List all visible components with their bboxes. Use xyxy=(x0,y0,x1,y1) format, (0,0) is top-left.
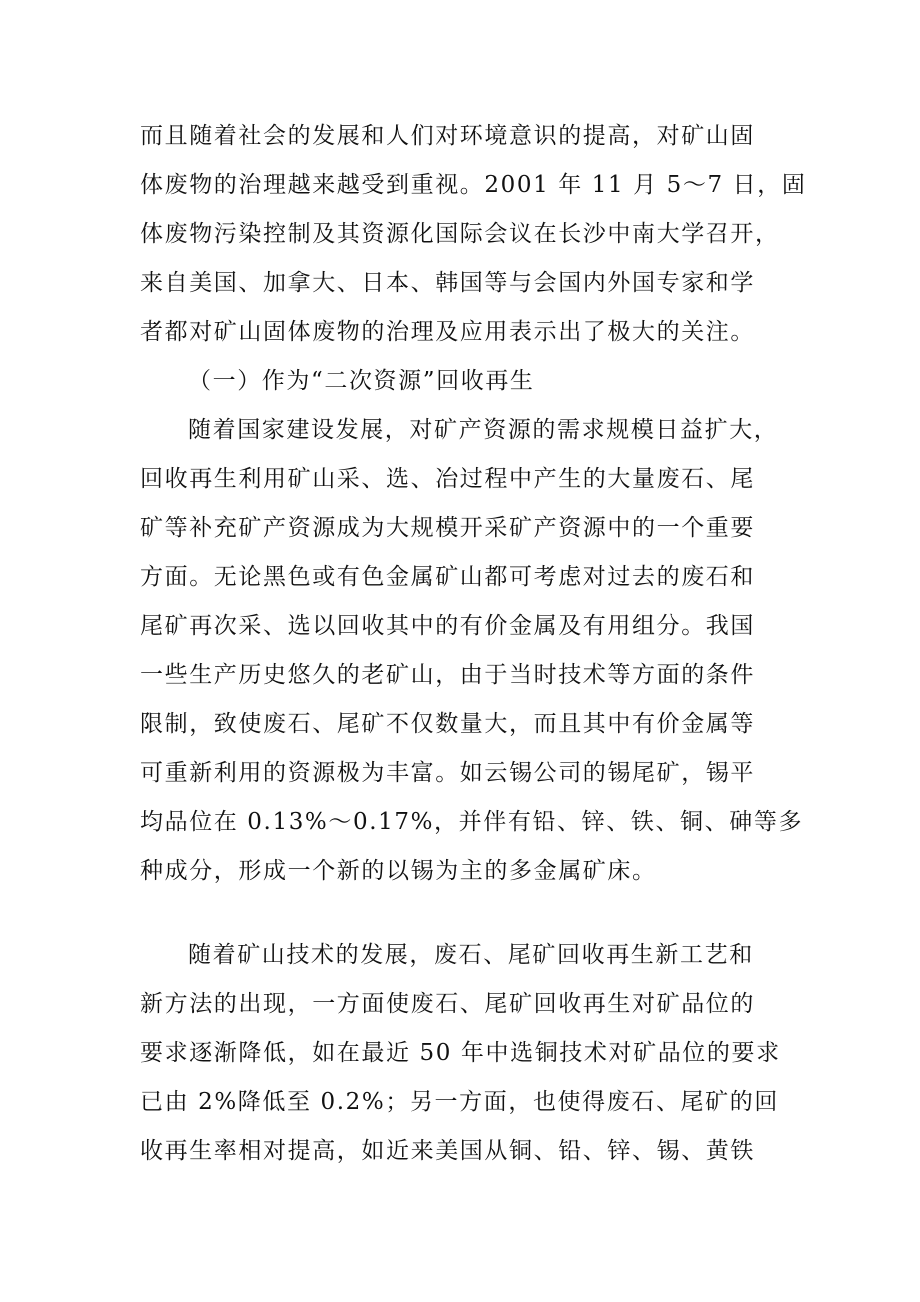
paragraph-1-line-2: 体废物的治理越来越受到重视。2001 年 11 月 5～7 日，固 xyxy=(140,172,807,198)
paragraph-3-line-3: 要求逐渐降低，如在最近 50 年中选铜技术对矿品位的要求 xyxy=(140,1040,781,1066)
paragraph-2-line-2: 回收再生利用矿山采、选、冶过程中产生的大量废石、尾 xyxy=(140,466,755,492)
paragraph-2-line-8: 可重新利用的资源极为丰富。如云锡公司的锡尾矿，锡平 xyxy=(140,760,755,786)
paragraph-2-line-10: 种成分，形成一个新的以锡为主的多金属矿床。 xyxy=(140,858,657,884)
paragraph-2-line-3: 矿等补充矿产资源成为大规模开采矿产资源中的一个重要 xyxy=(140,515,755,541)
paragraph-1-line-1: 而且随着社会的发展和人们对环境意识的提高，对矿山固 xyxy=(140,123,755,149)
paragraph-1-line-5: 者都对矿山固体废物的治理及应用表示出了极大的关注。 xyxy=(140,319,755,345)
paragraph-3-line-4: 已由 2%降低至 0.2%；另一方面，也使得废石、尾矿的回 xyxy=(140,1089,779,1115)
section-heading: （一）作为“二次资源”回收再生 xyxy=(188,368,535,394)
paragraph-2-line-4: 方面。无论黑色或有色金属矿山都可考虑对过去的废石和 xyxy=(140,564,755,590)
paragraph-1-line-4: 来自美国、加拿大、日本、韩国等与会国内外国专家和学 xyxy=(140,270,755,296)
paragraph-2-line-5: 尾矿再次采、选以回收其中的有价金属及有用组分。我国 xyxy=(140,613,755,639)
paragraph-2-line-9: 均品位在 0.13%～0.17%，并伴有铅、锌、铁、铜、砷等多 xyxy=(140,809,804,835)
paragraph-3-line-5: 收再生率相对提高，如近来美国从铜、铅、锌、锡、黄铁 xyxy=(140,1138,755,1164)
paragraph-3-line-2: 新方法的出现，一方面使废石、尾矿回收再生对矿品位的 xyxy=(140,991,755,1017)
paragraph-2-line-1: 随着国家建设发展，对矿产资源的需求规模日益扩大， xyxy=(188,417,779,443)
paragraph-3-line-1: 随着矿山技术的发展，废石、尾矿回收再生新工艺和 xyxy=(188,942,754,968)
paragraph-2-line-7: 限制，致使废石、尾矿不仅数量大，而且其中有价金属等 xyxy=(140,711,755,737)
paragraph-1-line-3: 体废物污染控制及其资源化国际会议在长沙中南大学召开， xyxy=(140,221,780,247)
paragraph-2-line-6: 一些生产历史悠久的老矿山，由于当时技术等方面的条件 xyxy=(140,662,755,688)
